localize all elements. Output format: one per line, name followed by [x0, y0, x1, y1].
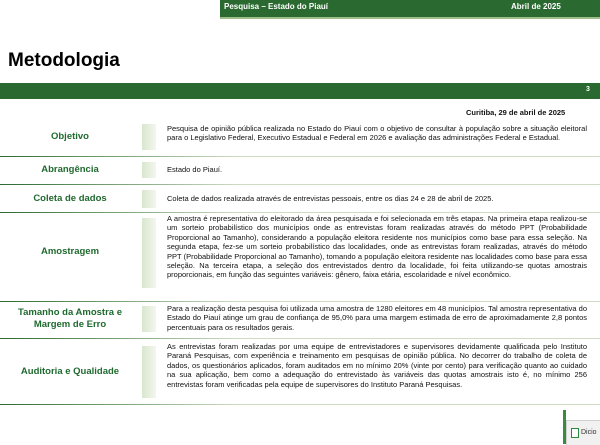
page-number-bar — [0, 83, 600, 99]
row-text-tamanho: Para a realização desta pesquisa foi utilizada uma amostra de 1280 eleitores em 48 municípios. Tal amostra representativa do Estado do Piauí atinge um grau de confiança de 95,0% para uma margem estimada de erro de aproximadamente 2,8 pontos percentuais para os resultados gerais. — [167, 304, 587, 332]
survey-title: Pesquisa – Estado do Piauí — [224, 2, 329, 11]
row-divider — [0, 184, 600, 185]
row-divider — [0, 338, 600, 339]
header-divider — [220, 17, 600, 19]
row-label-tamanho: Tamanho da Amostra e Margem de Erro — [18, 307, 122, 330]
row-label-auditoria: Auditoria e Qualidade — [20, 366, 120, 377]
header-date: Abril de 2025 — [511, 2, 561, 11]
dictionary-tab-label: Dicio — [581, 429, 597, 436]
dictionary-tab[interactable] — [566, 420, 600, 445]
page-title: Metodologia — [8, 50, 120, 71]
row-label-objetivo: Objetivo — [50, 131, 89, 142]
row-text-coleta: Coleta de dados realizada através de entrevistas pessoais, entre os dias 24 e 28 de abril de 2025. — [167, 194, 494, 203]
row-text-abrangencia: Estado do Piauí. — [167, 165, 223, 174]
row-text-auditoria: As entrevistas foram realizadas por uma equipe de entrevistadores e supervisores devidamente qualificada pelo Instituto Paraná Pesquisas, com experiência e treinamento em pesquisas de opinião pública. No decorrer do trabalho de coleta de dados, os questionários aplicados, foram auditados em no mínimo 20% (vinte por cento) para verificação quanto ao cuidado na sua aplicação, bem como a adequação do entrevistado às variáveis das quotas amostrais isto é, no mínimo 256 entrevistas foram verificadas pela equipe de supervisores do Instituto Paraná Pesquisas. — [167, 342, 587, 389]
page-number: 3 — [586, 86, 590, 93]
header-bar — [220, 0, 600, 17]
place-date: Curitiba, 29 de abril de 2025 — [466, 108, 566, 117]
row-label-coleta: Coleta de dados — [33, 193, 107, 204]
document-icon — [571, 428, 579, 438]
row-divider — [0, 156, 600, 157]
row-divider — [0, 212, 600, 213]
row-arrow — [142, 124, 156, 150]
row-divider — [0, 404, 600, 405]
row-text-objetivo: Pesquisa de opinião pública realizada no Estado do Piauí com o objetivo de consultar à população sobre a situação eleitoral para o Legislativo Federal, Executivo Estadual e Federal em 2026 e avaliação das administrações Federal e Estadual. — [167, 124, 587, 143]
row-arrow — [142, 162, 156, 178]
row-arrow — [142, 346, 156, 398]
row-arrow — [142, 190, 156, 208]
row-text-amostragem: A amostra é representativa do eleitorado da área pesquisada e foi selecionada em três etapas. Na primeira etapa realizou-se um sorteio probabilístico dos municípios onde as entrevistas foram realizadas através do método PPT (Probabilidade Proporcional ao Tamanho), considerando a população eleitora residente nos municípios como base para essa seleção. Na segunda etapa, fez-se um sorteio probabilístico das localidades, onde as entrevistas foram realizadas, através do método PPT (Probabilidade Proporcional ao Tamanho), tomando a população eleitora residente nas localidades como base para essa seleção. Na terceira etapa, a seleção dos entrevistados dentro da localidade, foi feita utilizando-se quotas amostrais proporcionais, em função das seguintes variáveis: gênero, faixa etária, escolaridade e nível econômico. — [167, 214, 587, 280]
row-label-abrangencia: Abrangência — [41, 164, 99, 175]
row-arrow — [142, 306, 156, 332]
row-arrow — [142, 218, 156, 288]
row-divider — [0, 301, 600, 302]
row-label-amostragem: Amostragem — [40, 246, 100, 257]
